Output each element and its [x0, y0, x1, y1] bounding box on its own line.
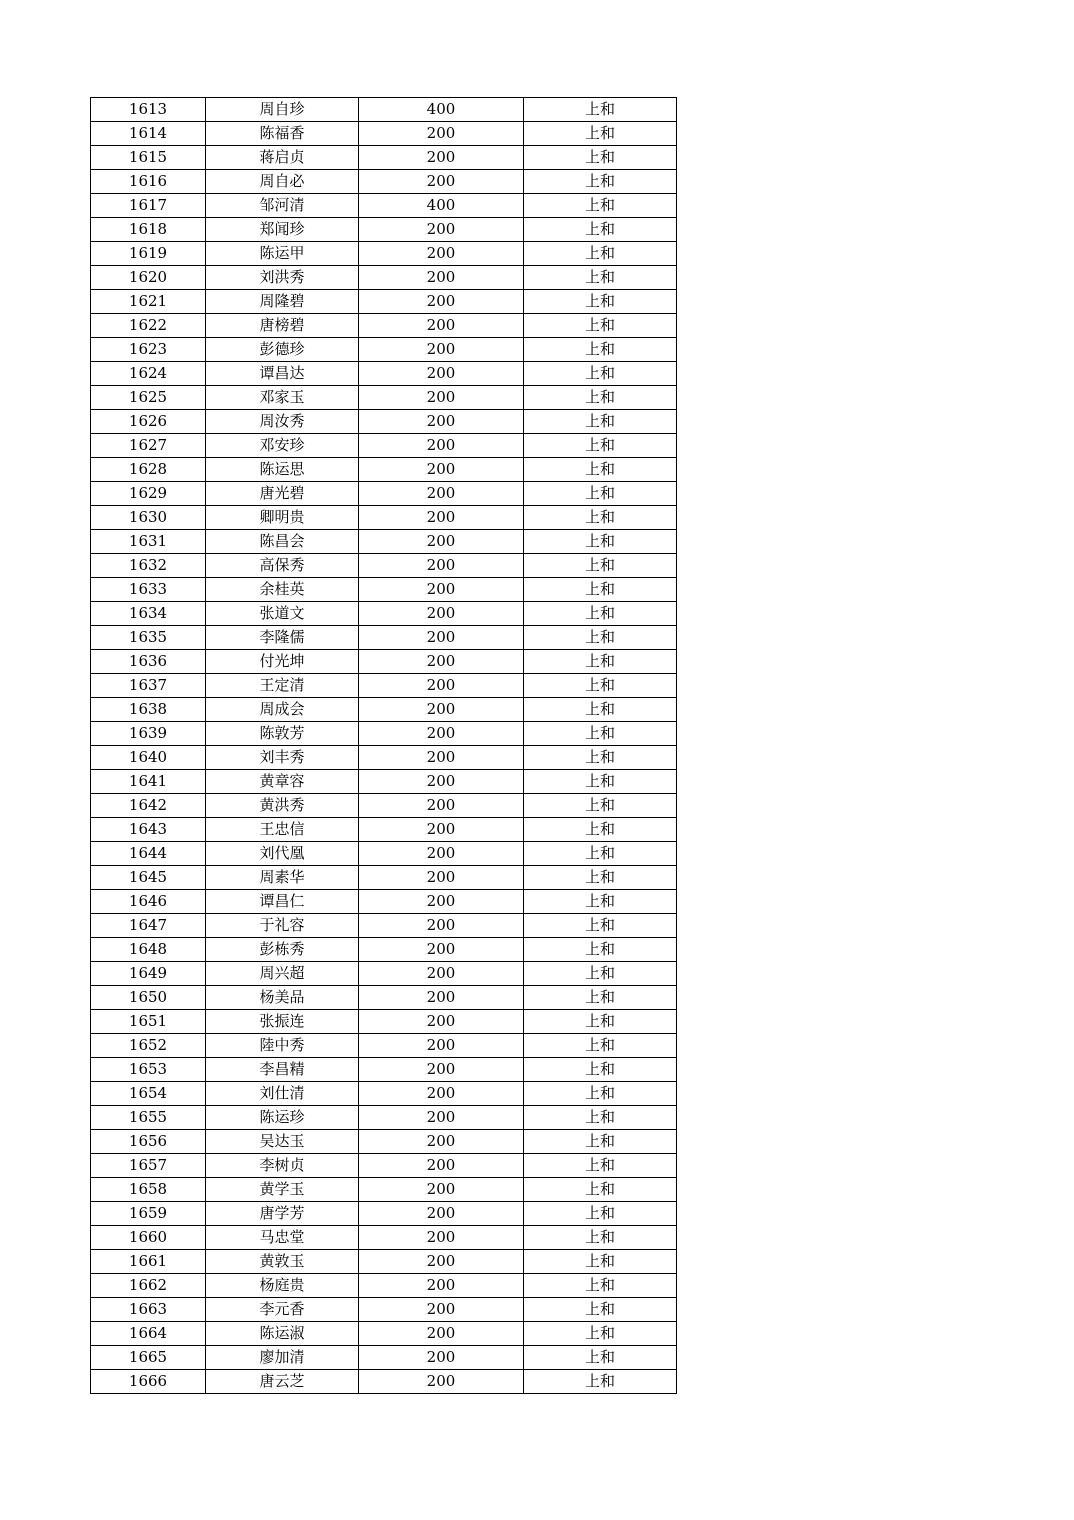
- amount-cell: 200: [359, 386, 524, 410]
- location-cell: 上和: [524, 578, 677, 602]
- location-cell: 上和: [524, 962, 677, 986]
- name-cell: 周成会: [206, 698, 359, 722]
- table-row: [91, 602, 677, 626]
- row-number-cell: 1655: [91, 1106, 206, 1130]
- amount-cell: 200: [359, 146, 524, 170]
- location-cell: 上和: [524, 1226, 677, 1250]
- row-number-cell: 1632: [91, 554, 206, 578]
- row-number-cell: 1614: [91, 122, 206, 146]
- name-cell: 谭昌达: [206, 362, 359, 386]
- row-number-cell: 1617: [91, 194, 206, 218]
- name-cell: 王忠信: [206, 818, 359, 842]
- amount-cell: 200: [359, 1322, 524, 1346]
- table-row: [91, 506, 677, 530]
- row-number-cell: 1620: [91, 266, 206, 290]
- row-number-cell: 1666: [91, 1370, 206, 1394]
- table-row: [91, 170, 677, 194]
- name-cell: 陈运甲: [206, 242, 359, 266]
- table-row: [91, 482, 677, 506]
- amount-cell: 200: [359, 722, 524, 746]
- amount-cell: 200: [359, 122, 524, 146]
- table-row: [91, 434, 677, 458]
- amount-cell: 200: [359, 362, 524, 386]
- location-cell: 上和: [524, 722, 677, 746]
- amount-cell: 200: [359, 986, 524, 1010]
- row-number-cell: 1626: [91, 410, 206, 434]
- row-number-cell: 1618: [91, 218, 206, 242]
- amount-cell: 200: [359, 482, 524, 506]
- location-cell: 上和: [524, 650, 677, 674]
- row-number-cell: 1665: [91, 1346, 206, 1370]
- table-row: [91, 1274, 677, 1298]
- row-number-cell: 1640: [91, 746, 206, 770]
- amount-cell: 200: [359, 866, 524, 890]
- amount-cell: 200: [359, 218, 524, 242]
- row-number-cell: 1647: [91, 914, 206, 938]
- table-row: [91, 362, 677, 386]
- amount-cell: 200: [359, 242, 524, 266]
- amount-cell: 200: [359, 1034, 524, 1058]
- amount-cell: 200: [359, 410, 524, 434]
- name-cell: 彭栋秀: [206, 938, 359, 962]
- amount-cell: 400: [359, 194, 524, 218]
- row-number-cell: 1613: [91, 98, 206, 122]
- amount-cell: 200: [359, 1082, 524, 1106]
- row-number-cell: 1641: [91, 770, 206, 794]
- row-number-cell: 1643: [91, 818, 206, 842]
- row-number-cell: 1649: [91, 962, 206, 986]
- table-row: [91, 338, 677, 362]
- row-number-cell: 1619: [91, 242, 206, 266]
- name-cell: 付光坤: [206, 650, 359, 674]
- amount-cell: 200: [359, 818, 524, 842]
- table-row: [91, 554, 677, 578]
- row-number-cell: 1642: [91, 794, 206, 818]
- amount-cell: 200: [359, 266, 524, 290]
- table-row: [91, 914, 677, 938]
- amount-cell: 200: [359, 1298, 524, 1322]
- amount-cell: 200: [359, 290, 524, 314]
- table-body: [91, 98, 677, 1394]
- location-cell: 上和: [524, 146, 677, 170]
- location-cell: 上和: [524, 170, 677, 194]
- table-row: [91, 890, 677, 914]
- amount-cell: 200: [359, 1202, 524, 1226]
- location-cell: 上和: [524, 1298, 677, 1322]
- location-cell: 上和: [524, 698, 677, 722]
- location-cell: 上和: [524, 1010, 677, 1034]
- table-row: [91, 1034, 677, 1058]
- location-cell: 上和: [524, 1130, 677, 1154]
- location-cell: 上和: [524, 1250, 677, 1274]
- location-cell: 上和: [524, 314, 677, 338]
- name-cell: 谭昌仁: [206, 890, 359, 914]
- name-cell: 唐榜碧: [206, 314, 359, 338]
- name-cell: 蒋启贞: [206, 146, 359, 170]
- amount-cell: 200: [359, 170, 524, 194]
- name-cell: 邓安珍: [206, 434, 359, 458]
- location-cell: 上和: [524, 842, 677, 866]
- location-cell: 上和: [524, 482, 677, 506]
- location-cell: 上和: [524, 1202, 677, 1226]
- table-row: [91, 794, 677, 818]
- table-row: [91, 1250, 677, 1274]
- table-row: [91, 1106, 677, 1130]
- amount-cell: 200: [359, 674, 524, 698]
- table-row: [91, 722, 677, 746]
- name-cell: 周隆碧: [206, 290, 359, 314]
- amount-cell: 200: [359, 578, 524, 602]
- amount-cell: 200: [359, 1370, 524, 1394]
- amount-cell: 200: [359, 1226, 524, 1250]
- location-cell: 上和: [524, 458, 677, 482]
- row-number-cell: 1630: [91, 506, 206, 530]
- table-row: [91, 866, 677, 890]
- row-number-cell: 1628: [91, 458, 206, 482]
- row-number-cell: 1648: [91, 938, 206, 962]
- amount-cell: 200: [359, 890, 524, 914]
- table-row: [91, 938, 677, 962]
- amount-cell: 200: [359, 650, 524, 674]
- amount-cell: 200: [359, 458, 524, 482]
- row-number-cell: 1661: [91, 1250, 206, 1274]
- location-cell: 上和: [524, 266, 677, 290]
- location-cell: 上和: [524, 626, 677, 650]
- name-cell: 杨美品: [206, 986, 359, 1010]
- row-number-cell: 1635: [91, 626, 206, 650]
- amount-cell: 200: [359, 506, 524, 530]
- location-cell: 上和: [524, 1346, 677, 1370]
- name-cell: 刘丰秀: [206, 746, 359, 770]
- name-cell: 张道文: [206, 602, 359, 626]
- name-cell: 李元香: [206, 1298, 359, 1322]
- name-cell: 刘仕清: [206, 1082, 359, 1106]
- row-number-cell: 1662: [91, 1274, 206, 1298]
- table-row: [91, 842, 677, 866]
- row-number-cell: 1645: [91, 866, 206, 890]
- amount-cell: 200: [359, 1250, 524, 1274]
- name-cell: 李树贞: [206, 1154, 359, 1178]
- name-cell: 陸中秀: [206, 1034, 359, 1058]
- name-cell: 邓家玉: [206, 386, 359, 410]
- row-number-cell: 1652: [91, 1034, 206, 1058]
- table-row: [91, 962, 677, 986]
- location-cell: 上和: [524, 1178, 677, 1202]
- table-row: [91, 122, 677, 146]
- name-cell: 陈运思: [206, 458, 359, 482]
- table-row: [91, 458, 677, 482]
- location-cell: 上和: [524, 1106, 677, 1130]
- location-cell: 上和: [524, 770, 677, 794]
- row-number-cell: 1646: [91, 890, 206, 914]
- location-cell: 上和: [524, 890, 677, 914]
- name-cell: 周兴超: [206, 962, 359, 986]
- row-number-cell: 1659: [91, 1202, 206, 1226]
- name-cell: 吴达玉: [206, 1130, 359, 1154]
- table-row: [91, 1130, 677, 1154]
- row-number-cell: 1644: [91, 842, 206, 866]
- amount-cell: 200: [359, 1010, 524, 1034]
- amount-cell: 200: [359, 794, 524, 818]
- location-cell: 上和: [524, 938, 677, 962]
- name-cell: 廖加清: [206, 1346, 359, 1370]
- name-cell: 马忠堂: [206, 1226, 359, 1250]
- amount-cell: 200: [359, 914, 524, 938]
- name-cell: 刘洪秀: [206, 266, 359, 290]
- row-number-cell: 1634: [91, 602, 206, 626]
- table-row: [91, 98, 677, 122]
- row-number-cell: 1625: [91, 386, 206, 410]
- name-cell: 黄章容: [206, 770, 359, 794]
- name-cell: 余桂英: [206, 578, 359, 602]
- amount-cell: 200: [359, 434, 524, 458]
- table-row: [91, 410, 677, 434]
- table-row: [91, 1370, 677, 1394]
- location-cell: 上和: [524, 1058, 677, 1082]
- amount-cell: 200: [359, 842, 524, 866]
- location-cell: 上和: [524, 194, 677, 218]
- amount-cell: 200: [359, 602, 524, 626]
- amount-cell: 200: [359, 1130, 524, 1154]
- table-row: [91, 1154, 677, 1178]
- amount-cell: 200: [359, 530, 524, 554]
- row-number-cell: 1658: [91, 1178, 206, 1202]
- location-cell: 上和: [524, 506, 677, 530]
- row-number-cell: 1631: [91, 530, 206, 554]
- table-row: [91, 314, 677, 338]
- table-row: [91, 242, 677, 266]
- location-cell: 上和: [524, 602, 677, 626]
- location-cell: 上和: [524, 1154, 677, 1178]
- row-number-cell: 1638: [91, 698, 206, 722]
- amount-cell: 200: [359, 746, 524, 770]
- location-cell: 上和: [524, 794, 677, 818]
- table-row: [91, 530, 677, 554]
- table-row: [91, 818, 677, 842]
- row-number-cell: 1615: [91, 146, 206, 170]
- amount-cell: 200: [359, 938, 524, 962]
- name-cell: 周自必: [206, 170, 359, 194]
- location-cell: 上和: [524, 1082, 677, 1106]
- location-cell: 上和: [524, 986, 677, 1010]
- location-cell: 上和: [524, 1274, 677, 1298]
- row-number-cell: 1629: [91, 482, 206, 506]
- name-cell: 陈福香: [206, 122, 359, 146]
- amount-cell: 400: [359, 98, 524, 122]
- name-cell: 李隆儒: [206, 626, 359, 650]
- row-number-cell: 1627: [91, 434, 206, 458]
- location-cell: 上和: [524, 362, 677, 386]
- table-row: [91, 698, 677, 722]
- row-number-cell: 1622: [91, 314, 206, 338]
- row-number-cell: 1650: [91, 986, 206, 1010]
- row-number-cell: 1657: [91, 1154, 206, 1178]
- row-number-cell: 1654: [91, 1082, 206, 1106]
- name-cell: 彭德珍: [206, 338, 359, 362]
- amount-cell: 200: [359, 1178, 524, 1202]
- row-number-cell: 1623: [91, 338, 206, 362]
- location-cell: 上和: [524, 434, 677, 458]
- name-cell: 李昌精: [206, 1058, 359, 1082]
- name-cell: 张振连: [206, 1010, 359, 1034]
- data-table: [90, 97, 677, 1394]
- row-number-cell: 1637: [91, 674, 206, 698]
- row-number-cell: 1639: [91, 722, 206, 746]
- table-row: [91, 674, 677, 698]
- name-cell: 唐光碧: [206, 482, 359, 506]
- location-cell: 上和: [524, 218, 677, 242]
- name-cell: 高保秀: [206, 554, 359, 578]
- location-cell: 上和: [524, 554, 677, 578]
- name-cell: 黄敦玉: [206, 1250, 359, 1274]
- name-cell: 黄学玉: [206, 1178, 359, 1202]
- name-cell: 周自珍: [206, 98, 359, 122]
- location-cell: 上和: [524, 1370, 677, 1394]
- table-row: [91, 746, 677, 770]
- table-row: [91, 290, 677, 314]
- name-cell: 陈运珍: [206, 1106, 359, 1130]
- location-cell: 上和: [524, 746, 677, 770]
- location-cell: 上和: [524, 290, 677, 314]
- table-row: [91, 1298, 677, 1322]
- location-cell: 上和: [524, 338, 677, 362]
- amount-cell: 200: [359, 770, 524, 794]
- row-number-cell: 1651: [91, 1010, 206, 1034]
- location-cell: 上和: [524, 98, 677, 122]
- name-cell: 刘代凰: [206, 842, 359, 866]
- amount-cell: 200: [359, 1274, 524, 1298]
- name-cell: 邹河清: [206, 194, 359, 218]
- row-number-cell: 1653: [91, 1058, 206, 1082]
- row-number-cell: 1621: [91, 290, 206, 314]
- location-cell: 上和: [524, 1322, 677, 1346]
- table-row: [91, 578, 677, 602]
- amount-cell: 200: [359, 338, 524, 362]
- name-cell: 唐学芳: [206, 1202, 359, 1226]
- table-row: [91, 266, 677, 290]
- table-row: [91, 386, 677, 410]
- name-cell: 周素华: [206, 866, 359, 890]
- location-cell: 上和: [524, 122, 677, 146]
- table-row: [91, 986, 677, 1010]
- row-number-cell: 1616: [91, 170, 206, 194]
- amount-cell: 200: [359, 1106, 524, 1130]
- amount-cell: 200: [359, 1154, 524, 1178]
- name-cell: 卿明贵: [206, 506, 359, 530]
- amount-cell: 200: [359, 1058, 524, 1082]
- name-cell: 王定清: [206, 674, 359, 698]
- location-cell: 上和: [524, 386, 677, 410]
- location-cell: 上和: [524, 1034, 677, 1058]
- amount-cell: 200: [359, 1346, 524, 1370]
- name-cell: 杨庭贵: [206, 1274, 359, 1298]
- name-cell: 郑闻珍: [206, 218, 359, 242]
- name-cell: 周汝秀: [206, 410, 359, 434]
- name-cell: 陈昌会: [206, 530, 359, 554]
- amount-cell: 200: [359, 962, 524, 986]
- row-number-cell: 1656: [91, 1130, 206, 1154]
- table-row: [91, 1058, 677, 1082]
- table-row: [91, 650, 677, 674]
- row-number-cell: 1660: [91, 1226, 206, 1250]
- table-row: [91, 1226, 677, 1250]
- row-number-cell: 1664: [91, 1322, 206, 1346]
- location-cell: 上和: [524, 818, 677, 842]
- table-row: [91, 1202, 677, 1226]
- location-cell: 上和: [524, 674, 677, 698]
- location-cell: 上和: [524, 914, 677, 938]
- table-row: [91, 1322, 677, 1346]
- table-row: [91, 1010, 677, 1034]
- amount-cell: 200: [359, 554, 524, 578]
- location-cell: 上和: [524, 866, 677, 890]
- table-row: [91, 218, 677, 242]
- amount-cell: 200: [359, 314, 524, 338]
- table-row: [91, 770, 677, 794]
- row-number-cell: 1636: [91, 650, 206, 674]
- table-row: [91, 1346, 677, 1370]
- table-row: [91, 194, 677, 218]
- row-number-cell: 1624: [91, 362, 206, 386]
- name-cell: 陈运淑: [206, 1322, 359, 1346]
- name-cell: 黄洪秀: [206, 794, 359, 818]
- name-cell: 于礼容: [206, 914, 359, 938]
- name-cell: 唐云芝: [206, 1370, 359, 1394]
- table-row: [91, 1082, 677, 1106]
- location-cell: 上和: [524, 242, 677, 266]
- location-cell: 上和: [524, 530, 677, 554]
- location-cell: 上和: [524, 410, 677, 434]
- table-row: [91, 626, 677, 650]
- row-number-cell: 1663: [91, 1298, 206, 1322]
- amount-cell: 200: [359, 626, 524, 650]
- row-number-cell: 1633: [91, 578, 206, 602]
- table-row: [91, 1178, 677, 1202]
- name-cell: 陈敦芳: [206, 722, 359, 746]
- table-row: [91, 146, 677, 170]
- amount-cell: 200: [359, 698, 524, 722]
